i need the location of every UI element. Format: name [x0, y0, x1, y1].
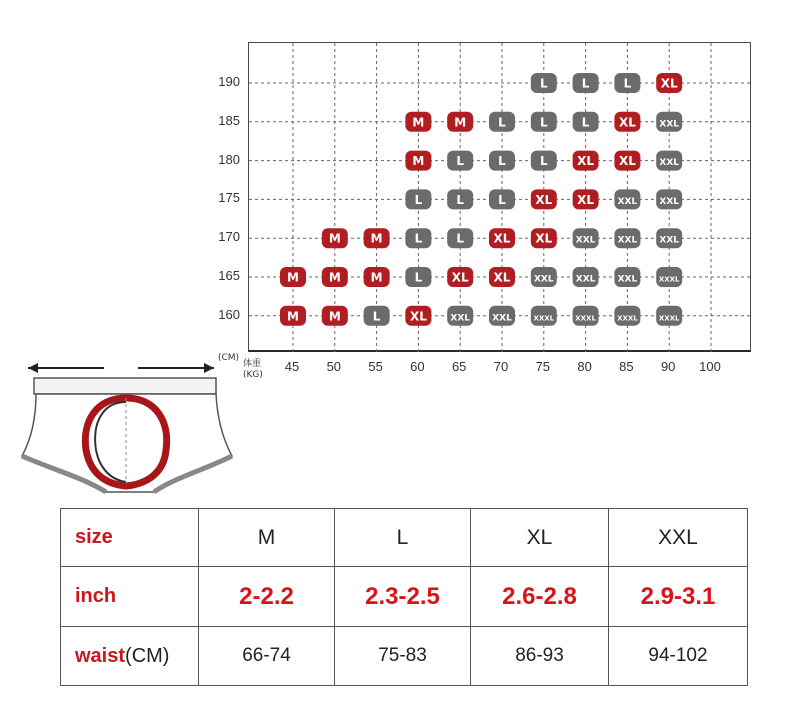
size-badge: [656, 189, 682, 209]
size-badge-label: L: [581, 76, 590, 91]
size-badge: [573, 306, 599, 326]
y-tick-label: 190: [218, 74, 240, 89]
size-badge-label: M: [328, 231, 341, 246]
size-badge-label: XL: [493, 270, 511, 285]
size-badge-label: XXL: [617, 196, 638, 207]
size-badge: [614, 267, 640, 287]
size-badge: [531, 306, 557, 326]
size-badge-label: XL: [493, 231, 511, 246]
size-cell: XXL: [609, 509, 748, 567]
size-badge-label: XXXL: [658, 275, 680, 284]
size-badge: [405, 151, 431, 171]
waist-cell: 86-93: [471, 627, 609, 686]
size-badge-label: L: [498, 115, 506, 130]
size-badge: [656, 267, 682, 287]
size-badge: [489, 228, 515, 248]
waist-cell: 75-83: [335, 627, 471, 686]
size-badge: [614, 189, 640, 209]
y-tick-label: 165: [218, 268, 240, 283]
x-tick-label: 85: [619, 359, 634, 374]
size-badge-label: L: [539, 76, 548, 91]
size-badge-label: L: [581, 115, 590, 130]
inch-cell: 2-2.2: [199, 567, 335, 627]
size-badge: [447, 267, 473, 287]
x-tick-label: 70: [493, 359, 509, 374]
size-badge: [531, 112, 557, 132]
size-badge: [531, 151, 557, 171]
size-badge-label: XXL: [659, 235, 680, 246]
inch-cell: 2.9-3.1: [609, 567, 748, 627]
size-badge-label: L: [456, 154, 465, 169]
size-badge-label: XL: [618, 154, 636, 169]
size-badge: [531, 73, 557, 93]
size-chart-grid: [249, 43, 752, 353]
y-tick-label: 170: [218, 229, 240, 245]
size-badge-label: M: [454, 115, 467, 130]
size-badge-label: XL: [660, 76, 678, 91]
inch-cell: 2.3-2.5: [335, 567, 471, 627]
size-badge-label: L: [414, 192, 423, 207]
weight-unit: [243, 359, 263, 381]
x-tick-label: 60: [410, 359, 425, 374]
x-tick-label: 75: [535, 359, 551, 374]
size-badge: [447, 151, 473, 171]
size-badge-label: M: [287, 270, 299, 285]
width-arrow-left: [28, 363, 104, 373]
size-badge-label: XL: [409, 309, 427, 324]
size-badge: [614, 112, 640, 132]
y-tick-label: 160: [218, 306, 240, 322]
size-badge: [364, 306, 390, 326]
size-badge: [489, 189, 515, 209]
size-badge-label: L: [456, 192, 465, 207]
size-badge: [405, 267, 431, 287]
y-tick-label: 175: [218, 190, 240, 206]
size-badge-label: XXL: [659, 119, 680, 130]
size-badge-label: XXL: [533, 274, 554, 285]
size-badge-label: XL: [451, 270, 469, 285]
size-cell: L: [335, 509, 471, 567]
inch-row: [61, 567, 748, 627]
x-axis-unit-label: (CM): [218, 353, 240, 363]
size-badge: [322, 267, 348, 287]
brief-body-shape: [22, 394, 232, 492]
size-badge-label: L: [498, 192, 506, 207]
size-badge-label: L: [623, 76, 632, 91]
size-badge-label: XL: [577, 192, 595, 207]
waist-row-unit: (CM): [125, 644, 170, 667]
size-badge: [656, 73, 682, 93]
x-tick-label: 65: [451, 359, 467, 374]
size-badge-label: L: [414, 231, 423, 246]
size-badge: [656, 306, 682, 326]
size-badge-label: XXXL: [575, 314, 596, 323]
size-badge: [405, 306, 431, 326]
size-badge: [614, 228, 640, 248]
size-badge-label: XXXL: [658, 314, 680, 323]
size-badge-label: XXXL: [617, 314, 638, 323]
size-badge: [531, 267, 557, 287]
size-badge: [280, 306, 306, 326]
size-badge: [364, 267, 390, 287]
size-badge: [614, 306, 640, 326]
y-tick-label: 180: [218, 151, 240, 167]
size-badge: [405, 112, 431, 132]
size-badge: [531, 189, 557, 209]
waist-cell: 94-102: [609, 627, 748, 686]
size-cell: XL: [471, 509, 609, 567]
size-badge-label: M: [328, 270, 341, 285]
size-badge: [573, 112, 599, 132]
size-badge: [573, 228, 599, 248]
size-badge: [447, 306, 473, 326]
size-cell: M: [199, 509, 335, 567]
x-tick-label: 50: [326, 359, 342, 374]
size-badge-label: XL: [618, 115, 636, 130]
size-badge: [280, 267, 306, 287]
waist-row-label: waist: [75, 644, 126, 667]
size-badge: [531, 228, 557, 248]
x-tick-label: 55: [368, 359, 383, 374]
x-tick-label: 45: [284, 359, 300, 374]
x-tick-label: 90: [660, 359, 676, 374]
size-badge: [573, 267, 599, 287]
size-badge: [489, 112, 515, 132]
waist-cell: 66-74: [199, 627, 335, 686]
size-badge: [656, 112, 682, 132]
inch-cell: 2.6-2.8: [471, 567, 609, 627]
size-badge: [322, 228, 348, 248]
size-badge: [405, 189, 431, 209]
size-badge-label: M: [370, 231, 383, 246]
weight-unit-kg: (KG): [243, 370, 263, 380]
size-badge: [447, 228, 473, 248]
size-row-header: [61, 509, 199, 567]
size-badge-label: XL: [535, 231, 553, 246]
weight-unit-cn: 体重: [243, 359, 262, 369]
size-row: [61, 509, 748, 567]
size-badge: [656, 151, 682, 171]
size-detail-table: [60, 508, 748, 686]
size-badge: [364, 228, 390, 248]
width-arrow-right: [138, 363, 214, 373]
size-badge-label: XXL: [575, 235, 596, 246]
size-badge-label: XXXL: [533, 314, 555, 323]
size-badge-label: XXL: [492, 313, 512, 324]
inch-row-label: inch: [75, 585, 117, 607]
waistband-shape: [34, 378, 216, 394]
size-badge-label: M: [328, 309, 341, 324]
size-badge-label: M: [287, 309, 299, 324]
inch-row-header: [61, 567, 199, 627]
size-badge-label: XL: [535, 192, 553, 207]
size-badge: [573, 73, 599, 93]
size-badge-label: L: [414, 270, 423, 285]
x-tick-label: 80: [577, 359, 592, 374]
x-tick-label: 100: [699, 359, 721, 374]
size-badge-label: XL: [577, 154, 595, 169]
size-badge-label: XXL: [659, 158, 680, 169]
size-badge-label: L: [498, 154, 506, 169]
size-badge-label: XXL: [450, 313, 471, 324]
size-badge: [405, 228, 431, 248]
y-tick-label: 185: [218, 112, 240, 128]
size-badge-label: XXL: [659, 196, 680, 207]
size-chart: [248, 42, 751, 352]
size-badge: [656, 228, 682, 248]
size-badge: [573, 189, 599, 209]
size-badge: [489, 306, 515, 326]
size-badge: [322, 306, 348, 326]
size-badge-label: M: [370, 270, 383, 285]
size-badge: [489, 267, 515, 287]
size-badge: [489, 151, 515, 171]
size-badge-label: XXL: [575, 274, 596, 285]
size-badge-label: L: [539, 154, 548, 169]
size-badge: [573, 151, 599, 171]
size-badge: [447, 112, 473, 132]
size-row-label: size: [75, 526, 113, 548]
size-badge-label: L: [372, 309, 381, 324]
size-badge-label: M: [412, 154, 425, 169]
size-badge-label: XXL: [617, 274, 638, 285]
size-badge: [614, 151, 640, 171]
waist-row-header: [61, 627, 199, 686]
brief-illustration: [14, 352, 244, 502]
waist-row: [61, 627, 748, 686]
size-badge: [614, 73, 640, 93]
size-badge-label: L: [456, 231, 465, 246]
size-badge-label: XXL: [617, 235, 638, 246]
size-badge-label: L: [539, 115, 548, 130]
size-badge-label: M: [412, 115, 425, 130]
size-badge: [447, 189, 473, 209]
